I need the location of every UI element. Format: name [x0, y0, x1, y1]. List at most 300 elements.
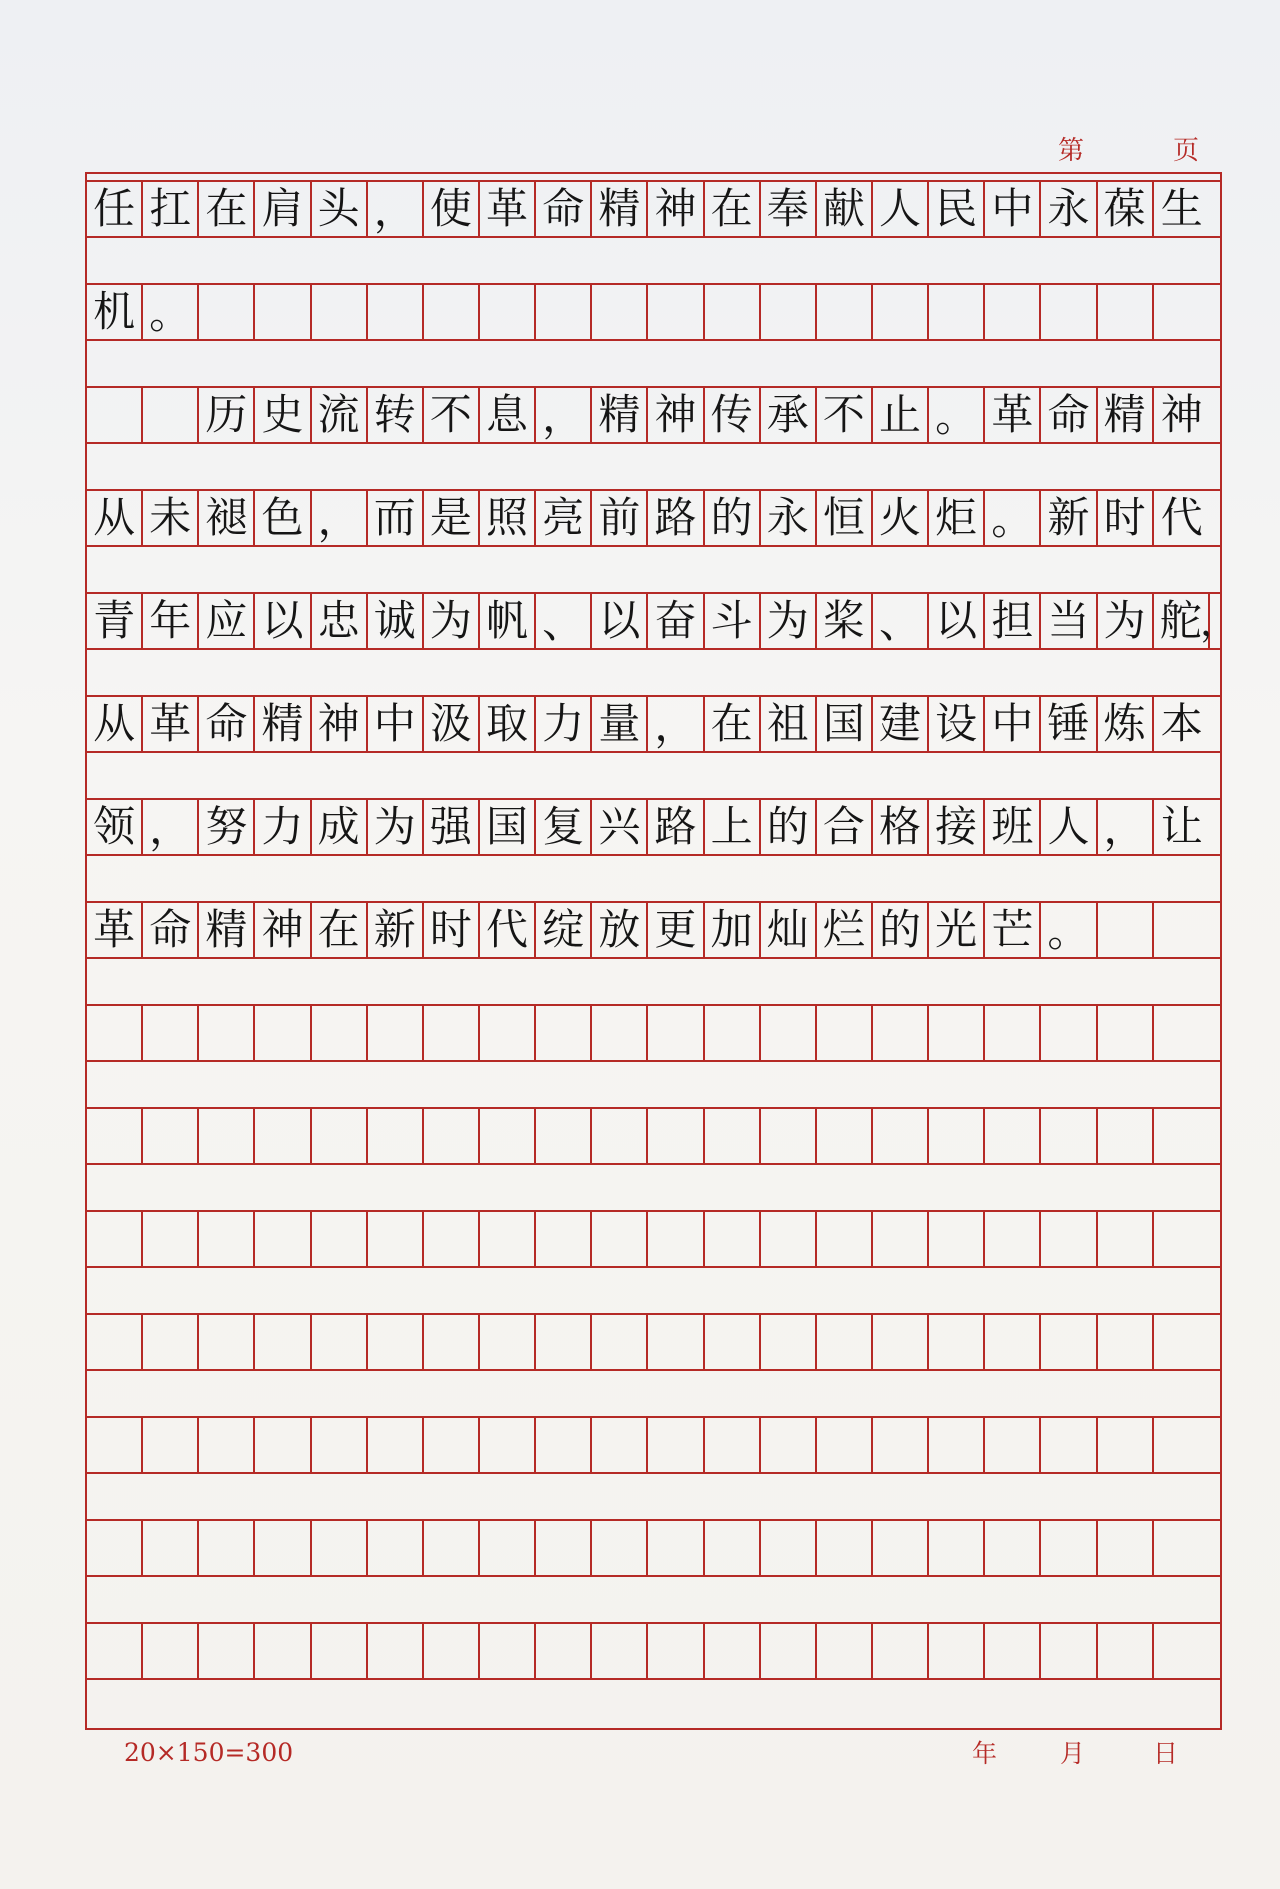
grid-cell	[312, 1109, 368, 1163]
grid-cell: 使	[424, 182, 480, 236]
grid-cell: 以	[255, 594, 311, 648]
grid-cell	[199, 1315, 255, 1369]
grid-cell: 的	[705, 491, 761, 545]
grid-cell	[87, 1006, 143, 1060]
grid-cell	[1041, 1624, 1097, 1678]
grid-cell	[424, 1624, 480, 1678]
grid-cell	[1098, 1521, 1154, 1575]
grid-cell: 格	[873, 800, 929, 854]
grid-cell	[648, 1624, 704, 1678]
grid-cell	[929, 285, 985, 339]
grid-cell	[536, 1418, 592, 1472]
row-text	[87, 174, 88, 175]
grid-cell: 恒	[817, 491, 873, 545]
grid-cell: 中	[985, 182, 1041, 236]
grid-cell	[312, 1315, 368, 1369]
grid-cell	[1098, 1418, 1154, 1472]
row-text	[87, 174, 88, 175]
grid-row	[87, 180, 1220, 238]
grid-cell	[255, 285, 311, 339]
grid-cell: 舵	[1154, 594, 1210, 648]
grid-cell	[424, 285, 480, 339]
grid-cell	[873, 1006, 929, 1060]
grid-cell	[424, 1212, 480, 1266]
grid-cell: 为	[761, 594, 817, 648]
grid-cell	[592, 1418, 648, 1472]
grid-cell: 命	[199, 697, 255, 751]
grid-cell: 担	[985, 594, 1041, 648]
grid-cell: 成	[312, 800, 368, 854]
grid-cell: 炬	[929, 491, 985, 545]
grid-cell	[592, 285, 648, 339]
grid-cell: 忠	[312, 594, 368, 648]
grid-cell: 努	[199, 800, 255, 854]
grid-cell: 人	[873, 182, 929, 236]
grid-cell	[424, 1418, 480, 1472]
grid-cell: 奋	[648, 594, 704, 648]
grid-cell: 放	[592, 903, 648, 957]
grid-cell	[143, 1212, 199, 1266]
grid-cell: 色	[255, 491, 311, 545]
grid-cell: 历	[199, 388, 255, 442]
grid-cell	[1154, 1212, 1210, 1266]
grid-cell: 在	[199, 182, 255, 236]
grid-cell	[87, 1109, 143, 1163]
row-text	[87, 174, 88, 175]
grid-cell: 命	[143, 903, 199, 957]
grid-cell	[536, 285, 592, 339]
grid-cell: 机	[87, 285, 143, 339]
grid-cell: 在	[705, 182, 761, 236]
grid-cell	[312, 1521, 368, 1575]
grid-cell	[929, 1212, 985, 1266]
grid-cell	[424, 1521, 480, 1575]
grid-cell: 葆	[1098, 182, 1154, 236]
grid-cell	[648, 1212, 704, 1266]
page-number-suffix: 页	[1173, 136, 1200, 166]
overflow-punctuation: ，	[1199, 600, 1238, 644]
grid-cell: 时	[424, 903, 480, 957]
grid-row	[87, 798, 1220, 856]
grid-cell	[255, 1109, 311, 1163]
grid-cell: 在	[705, 697, 761, 751]
grid-cell: 复	[536, 800, 592, 854]
grid-cell	[368, 1315, 424, 1369]
grid-cell: 转	[368, 388, 424, 442]
grid-cell: 光	[929, 903, 985, 957]
grid-cell	[143, 1109, 199, 1163]
grid-cell: 为	[368, 800, 424, 854]
grid-cell: 亮	[536, 491, 592, 545]
grid-cell: 头	[312, 182, 368, 236]
row-text	[87, 174, 88, 175]
grid-cell	[648, 1521, 704, 1575]
grid-cell	[480, 1212, 536, 1266]
grid-cell	[873, 1109, 929, 1163]
grid-cell: 设	[929, 697, 985, 751]
date-month-label: 月	[1060, 1739, 1086, 1768]
grid-row	[87, 1210, 1220, 1268]
grid-cell	[143, 1315, 199, 1369]
grid-cell: 精	[1098, 388, 1154, 442]
grid-cell	[761, 285, 817, 339]
grid-cell: 新	[1041, 491, 1097, 545]
grid-row	[87, 592, 1238, 650]
grid-cell	[480, 1109, 536, 1163]
grid-cell: 绽	[536, 903, 592, 957]
grid-cell: 力	[255, 800, 311, 854]
grid-cell	[873, 1521, 929, 1575]
grid-cell: 国	[480, 800, 536, 854]
grid-cell: 帆	[480, 594, 536, 648]
grid-cell	[648, 1109, 704, 1163]
grid-row	[87, 489, 1220, 547]
grid-cell: ，	[1098, 800, 1154, 854]
grid-cell	[817, 1109, 873, 1163]
grid-cell: 合	[817, 800, 873, 854]
date-year-label: 年	[972, 1739, 998, 1768]
grid-cell: 以	[929, 594, 985, 648]
grid-cell	[199, 1624, 255, 1678]
grid-cell	[929, 1109, 985, 1163]
grid-cell: 精	[592, 388, 648, 442]
grid-spec-label: 20×150=300	[124, 1738, 294, 1767]
grid-cell: 代	[480, 903, 536, 957]
grid-cell: 革	[143, 697, 199, 751]
grid-cell: 。	[929, 388, 985, 442]
grid-cell: 祖	[761, 697, 817, 751]
grid-cell	[312, 1006, 368, 1060]
grid-cell: ，	[368, 182, 424, 236]
grid-cell: 取	[480, 697, 536, 751]
grid-cell	[817, 1418, 873, 1472]
grid-cell	[817, 1315, 873, 1369]
grid-cell	[536, 1109, 592, 1163]
grid-cell	[929, 1624, 985, 1678]
grid-cell: 路	[648, 491, 704, 545]
grid-cell: 精	[199, 903, 255, 957]
grid-cell: 桨	[817, 594, 873, 648]
grid-cell	[761, 1006, 817, 1060]
grid-cell	[1154, 1006, 1210, 1060]
page-number-prefix: 第	[1058, 136, 1085, 166]
grid-cell: 接	[929, 800, 985, 854]
grid-cell	[648, 1006, 704, 1060]
grid-cell	[143, 1418, 199, 1472]
grid-cell: 承	[761, 388, 817, 442]
grid-cell	[761, 1418, 817, 1472]
grid-cell: 让	[1160, 802, 1203, 851]
grid-cell: 中	[985, 697, 1041, 751]
grid-cell: 命	[1041, 388, 1097, 442]
grid-cell	[592, 1109, 648, 1163]
grid-cell	[1154, 1521, 1210, 1575]
grid-cell	[761, 1212, 817, 1266]
grid-cell: 精	[255, 697, 311, 751]
grid-cell	[761, 1521, 817, 1575]
grid-cell: 是	[424, 491, 480, 545]
grid-cell: 青	[87, 594, 143, 648]
grid-cell: ，	[143, 800, 199, 854]
grid-cell: 人	[1041, 800, 1097, 854]
grid-cell: 炼	[1098, 697, 1154, 751]
grid-cell: 民	[929, 182, 985, 236]
grid-cell	[1098, 903, 1154, 957]
grid-cell	[255, 1315, 311, 1369]
grid-cell	[1041, 1418, 1097, 1472]
grid-cell	[592, 1006, 648, 1060]
grid-cell: 以	[592, 594, 648, 648]
grid-cell: 路	[648, 800, 704, 854]
grid-cell	[1154, 285, 1210, 339]
grid-row	[87, 1313, 1220, 1371]
row-text	[87, 174, 88, 175]
grid-cell: 锤	[1041, 697, 1097, 751]
grid-cell: 扛	[143, 182, 199, 236]
grid-cell: 前	[592, 491, 648, 545]
grid-cell	[705, 285, 761, 339]
grid-cell	[648, 1418, 704, 1472]
grid-cell: 本	[1160, 699, 1203, 748]
grid-cell: 从	[87, 491, 143, 545]
grid-cell	[705, 1418, 761, 1472]
grid-cell: ，	[648, 697, 704, 751]
grid-cell	[87, 1212, 143, 1266]
grid-cell: 传	[705, 388, 761, 442]
grid-cell	[255, 1418, 311, 1472]
date-day-label: 日	[1153, 1739, 1179, 1768]
grid-cell: 为	[1098, 594, 1154, 648]
grid-cell	[199, 1006, 255, 1060]
grid-cell	[199, 1418, 255, 1472]
grid-cell: 奉	[761, 182, 817, 236]
grid-row	[87, 386, 1220, 444]
grid-cell: 汲	[424, 697, 480, 751]
grid-row	[87, 1004, 1220, 1062]
grid-cell: 息	[480, 388, 536, 442]
grid-cell	[1041, 1006, 1097, 1060]
grid-cell: 神	[1160, 390, 1203, 439]
grid-cell	[592, 1315, 648, 1369]
grid-cell: 任	[87, 182, 143, 236]
row-text	[87, 174, 88, 175]
grid-cell: 火	[873, 491, 929, 545]
grid-cell	[1098, 1006, 1154, 1060]
grid-cell	[368, 1418, 424, 1472]
row-text	[87, 174, 88, 175]
grid-cell: 革	[480, 182, 536, 236]
grid-cell	[1154, 903, 1210, 957]
grid-cell	[87, 1624, 143, 1678]
grid-cell	[873, 1212, 929, 1266]
grid-row	[87, 901, 1220, 959]
grid-cell: 当	[1041, 594, 1097, 648]
grid-row	[87, 1416, 1220, 1474]
grid-cell	[199, 1109, 255, 1163]
grid-cell	[368, 1109, 424, 1163]
grid-cell: 应	[199, 594, 255, 648]
grid-cell	[424, 1006, 480, 1060]
grid-cell	[1154, 1624, 1210, 1678]
grid-cell	[592, 1521, 648, 1575]
grid-cell: ，	[312, 491, 368, 545]
grid-cell: 的	[873, 903, 929, 957]
grid-row	[87, 283, 1220, 341]
grid-cell	[648, 285, 704, 339]
grid-cell	[368, 1212, 424, 1266]
grid-cell	[143, 1006, 199, 1060]
grid-cell	[1098, 1624, 1154, 1678]
grid-cell: 褪	[199, 491, 255, 545]
grid-cell: 神	[648, 182, 704, 236]
manuscript-grid	[85, 172, 1238, 1730]
grid-cell	[368, 1006, 424, 1060]
grid-cell	[480, 1006, 536, 1060]
grid-cell	[648, 1315, 704, 1369]
grid-cell: 灿	[761, 903, 817, 957]
grid-cell: 、	[536, 594, 592, 648]
grid-cell	[1154, 1109, 1210, 1163]
grid-cell	[929, 1006, 985, 1060]
grid-cell	[424, 1315, 480, 1369]
grid-cell	[1154, 1315, 1210, 1369]
grid-cell: 新	[368, 903, 424, 957]
grid-cell	[817, 285, 873, 339]
grid-cell	[929, 1418, 985, 1472]
grid-cell: 革	[985, 388, 1041, 442]
grid-cell	[1041, 1109, 1097, 1163]
row-text	[87, 174, 88, 175]
grid-cell	[480, 1624, 536, 1678]
grid-cell: ，	[536, 388, 592, 442]
grid-cell	[368, 1624, 424, 1678]
grid-cell: 不	[424, 388, 480, 442]
grid-cell	[761, 1315, 817, 1369]
grid-cell: 年	[143, 594, 199, 648]
grid-cell	[480, 1315, 536, 1369]
grid-cell	[312, 285, 368, 339]
grid-cell	[929, 1521, 985, 1575]
grid-cell	[592, 1624, 648, 1678]
grid-cell: 兴	[592, 800, 648, 854]
grid-cell: 照	[480, 491, 536, 545]
grid-cell: 强	[424, 800, 480, 854]
grid-cell: 的	[761, 800, 817, 854]
grid-cell	[255, 1521, 311, 1575]
grid-cell	[985, 1212, 1041, 1266]
grid-row	[87, 695, 1220, 753]
grid-cell: 上	[705, 800, 761, 854]
grid-cell: 命	[536, 182, 592, 236]
row-text	[87, 174, 88, 175]
grid-cell	[873, 1624, 929, 1678]
grid-cell: 史	[255, 388, 311, 442]
row-text	[87, 174, 88, 175]
grid-row	[87, 1107, 1220, 1165]
grid-cell	[1098, 1212, 1154, 1266]
grid-cell	[929, 1315, 985, 1369]
grid-cell	[985, 1006, 1041, 1060]
grid-cell	[705, 1624, 761, 1678]
row-text	[87, 174, 88, 175]
grid-cell: 更	[648, 903, 704, 957]
grid-cell	[985, 285, 1041, 339]
grid-cell	[255, 1212, 311, 1266]
grid-cell	[761, 1109, 817, 1163]
grid-cell	[1041, 1521, 1097, 1575]
row-text	[87, 174, 88, 175]
grid-cell	[143, 1521, 199, 1575]
grid-cell: 革	[87, 903, 143, 957]
grid-cell: 从	[87, 697, 143, 751]
grid-cell	[199, 1521, 255, 1575]
grid-cell: 为	[424, 594, 480, 648]
grid-cell	[873, 1315, 929, 1369]
grid-cell: 。	[1041, 903, 1097, 957]
grid-cell	[705, 1109, 761, 1163]
grid-cell	[368, 285, 424, 339]
grid-cell: 流	[312, 388, 368, 442]
grid-cell	[143, 1624, 199, 1678]
grid-cell: 建	[873, 697, 929, 751]
grid-cell	[368, 1521, 424, 1575]
grid-cell	[1154, 1418, 1210, 1472]
grid-cell: 国	[817, 697, 873, 751]
grid-cell: 在	[312, 903, 368, 957]
grid-cell: 、	[873, 594, 929, 648]
grid-cell	[199, 285, 255, 339]
grid-cell	[761, 1624, 817, 1678]
grid-cell	[312, 1212, 368, 1266]
grid-cell: 未	[143, 491, 199, 545]
grid-cell	[817, 1624, 873, 1678]
grid-cell	[705, 1521, 761, 1575]
grid-row	[87, 1519, 1220, 1577]
grid-cell: 永	[761, 491, 817, 545]
grid-cell: 不	[817, 388, 873, 442]
grid-cell: 力	[536, 697, 592, 751]
grid-cell: 烂	[817, 903, 873, 957]
grid-cell: 永	[1041, 182, 1097, 236]
row-text	[87, 174, 88, 175]
grid-cell: 精	[592, 182, 648, 236]
grid-cell: 。	[985, 491, 1041, 545]
grid-cell: 诚	[368, 594, 424, 648]
grid-cell	[873, 285, 929, 339]
grid-cell	[87, 388, 143, 442]
grid-cell	[1098, 1109, 1154, 1163]
grid-cell	[536, 1624, 592, 1678]
grid-cell	[255, 1624, 311, 1678]
grid-cell	[424, 1109, 480, 1163]
grid-cell	[1098, 1315, 1154, 1369]
grid-cell: 神	[312, 697, 368, 751]
grid-cell	[705, 1006, 761, 1060]
grid-cell	[87, 1521, 143, 1575]
grid-cell: 献	[817, 182, 873, 236]
grid-cell	[87, 1418, 143, 1472]
grid-cell	[255, 1006, 311, 1060]
grid-cell	[312, 1418, 368, 1472]
grid-cell: 领	[87, 800, 143, 854]
grid-cell: 生	[1160, 184, 1203, 233]
grid-cell: 中	[368, 697, 424, 751]
grid-cell	[536, 1212, 592, 1266]
row-text	[87, 174, 88, 175]
grid-cell: 芒	[985, 903, 1041, 957]
grid-cell: 量	[592, 697, 648, 751]
grid-cell: 神	[648, 388, 704, 442]
